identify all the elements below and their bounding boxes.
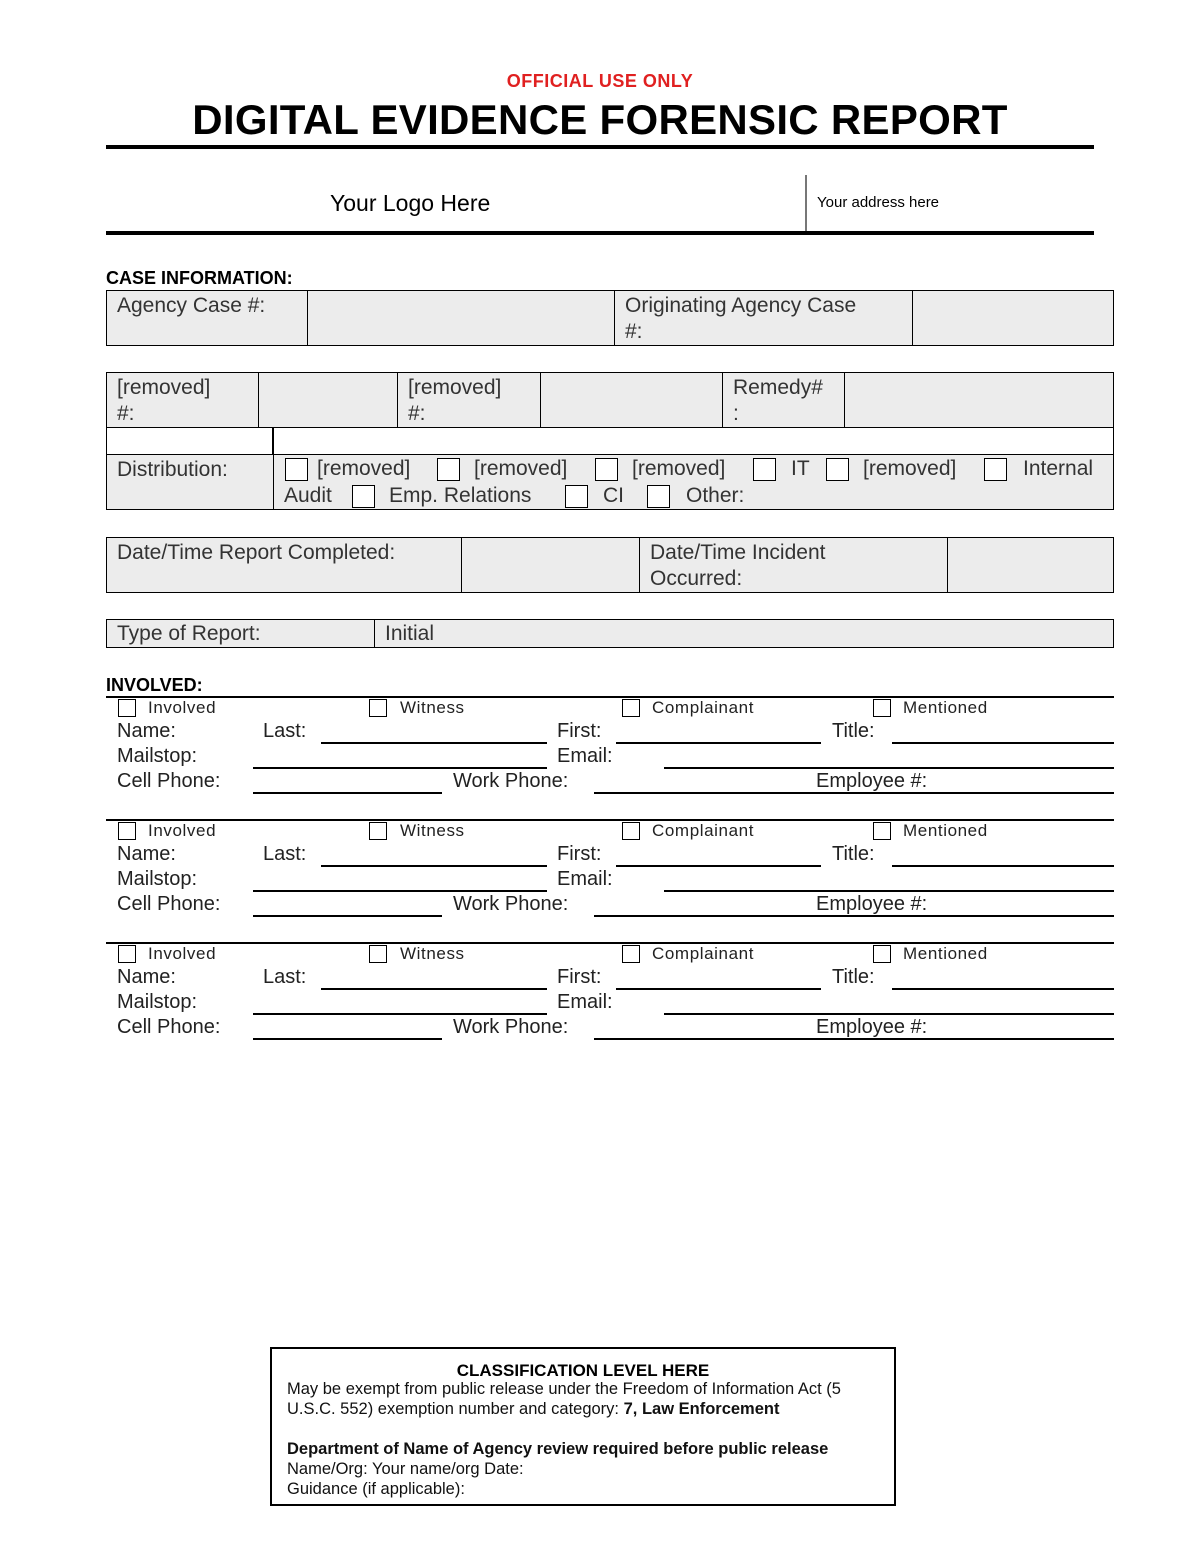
role-checkbox[interactable]	[118, 822, 136, 840]
cell-phone-label: Cell Phone:	[117, 1016, 221, 1038]
role-checkbox[interactable]	[118, 699, 136, 717]
classification-box	[270, 1347, 896, 1506]
originating-case-label-cell	[614, 291, 912, 345]
foia-notice-line1: May be exempt from public release under the Freedom of Information Act (5	[287, 1380, 841, 1398]
distribution-option-5: [removed]	[863, 457, 957, 480]
mailstop-label: Mailstop:	[117, 745, 198, 767]
role-label: Involved	[148, 944, 217, 963]
originating-case-field[interactable]	[912, 291, 1113, 345]
employee-number-label: Employee #:	[816, 1016, 928, 1038]
role-checkbox[interactable]	[369, 699, 387, 717]
date-incident-label: Date/Time Incident	[650, 541, 826, 564]
distribution-checkbox-1[interactable]	[285, 458, 308, 481]
role-label: Mentioned	[903, 698, 988, 717]
removed-label-cell-2	[397, 373, 540, 427]
first-name-field[interactable]	[616, 742, 821, 744]
official-use-banner: OFFICIAL USE ONLY	[506, 71, 694, 91]
date-incident-label-b: Occurred:	[650, 567, 743, 590]
agency-case-label: Agency Case #:	[117, 294, 266, 317]
date-incident-label-cell	[639, 538, 947, 592]
remedy-label-cell	[722, 373, 844, 427]
mailstop-label: Mailstop:	[117, 868, 198, 890]
cell-phone-field[interactable]	[253, 1038, 442, 1040]
remedy-label: Remedy#	[733, 376, 823, 399]
email-label: Email:	[557, 868, 613, 890]
role-checkbox[interactable]	[873, 699, 891, 717]
role-label: Mentioned	[903, 944, 988, 963]
title-field[interactable]	[892, 988, 1114, 990]
cell-phone-field[interactable]	[253, 792, 442, 794]
removed-label-1: [removed]	[117, 376, 211, 399]
logo-placeholder: Your Logo Here	[330, 190, 491, 216]
distribution-checkbox-5[interactable]	[826, 458, 849, 481]
work-phone-label: Work Phone:	[453, 893, 569, 915]
title-field[interactable]	[892, 865, 1114, 867]
mailstop-field[interactable]	[253, 1013, 547, 1015]
first-name-label: First:	[557, 966, 602, 988]
role-label: Complainant	[652, 944, 755, 963]
removed-remedy-row	[106, 372, 1114, 428]
type-of-report-label: Type of Report:	[117, 622, 261, 645]
blank-row-divider	[272, 428, 274, 454]
title-label: Title:	[832, 966, 875, 988]
distribution-checkbox-it[interactable]	[753, 458, 776, 481]
distribution-checkbox-other[interactable]	[647, 485, 670, 508]
blank-row	[106, 428, 1114, 454]
remedy-label-b: :	[733, 402, 739, 425]
first-name-label: First:	[557, 720, 602, 742]
address-placeholder: Your address here	[817, 194, 940, 211]
work-phone-label: Work Phone:	[453, 1016, 569, 1038]
role-label: Complainant	[652, 698, 755, 717]
type-of-report-value: Initial	[385, 622, 435, 645]
distribution-option-it: IT	[791, 457, 810, 480]
distribution-checkbox-3[interactable]	[595, 458, 618, 481]
role-label: Witness	[400, 944, 465, 963]
employee-number-label: Employee #:	[816, 893, 928, 915]
role-checkbox[interactable]	[873, 822, 891, 840]
role-checkbox[interactable]	[622, 945, 640, 963]
review-notice: Department of Name of Agency review required before public release	[287, 1440, 829, 1458]
distribution-option-other: Other:	[686, 484, 745, 507]
distribution-option-emp-relations: Emp. Relations	[389, 484, 532, 507]
originating-case-label: Originating Agency Case	[625, 294, 857, 317]
role-checkbox[interactable]	[622, 699, 640, 717]
role-checkbox[interactable]	[873, 945, 891, 963]
last-name-label: Last:	[263, 966, 307, 988]
removed-field-2[interactable]	[540, 373, 722, 427]
datetime-row	[106, 537, 1114, 593]
role-label: Mentioned	[903, 821, 988, 840]
name-label: Name:	[117, 843, 176, 865]
header-divider	[805, 175, 807, 232]
role-checkbox[interactable]	[622, 822, 640, 840]
role-label: Witness	[400, 821, 465, 840]
distribution-label: Distribution:	[117, 458, 228, 481]
type-of-report-row	[106, 619, 1114, 648]
distribution-checkbox-2[interactable]	[437, 458, 460, 481]
first-name-label: First:	[557, 843, 602, 865]
cell-phone-field[interactable]	[253, 915, 442, 917]
first-name-field[interactable]	[616, 988, 821, 990]
title-label: Title:	[832, 843, 875, 865]
date-completed-field[interactable]	[461, 538, 639, 592]
agency-case-field[interactable]	[307, 291, 614, 345]
title-field[interactable]	[892, 742, 1114, 744]
distribution-checkbox-internal-audit[interactable]	[984, 458, 1007, 481]
exemption-category: 7, Law Enforcement	[623, 1400, 780, 1418]
removed-label-2: [removed]	[408, 376, 502, 399]
involved-heading: INVOLVED:	[106, 675, 203, 695]
foia-notice-prefix: U.S.C. 552) exemption number and category:	[287, 1400, 624, 1418]
role-label: Involved	[148, 821, 217, 840]
removed-field-1[interactable]	[258, 373, 397, 427]
removed-label-2b: #:	[408, 402, 426, 425]
title-label: Title:	[832, 720, 875, 742]
role-checkbox[interactable]	[369, 945, 387, 963]
work-phone-label: Work Phone:	[453, 770, 569, 792]
name-label: Name:	[117, 720, 176, 742]
mailstop-field[interactable]	[253, 767, 547, 769]
role-label: Involved	[148, 698, 217, 717]
distribution-option-1: [removed]	[317, 457, 411, 480]
distribution-checkbox-emp-relations[interactable]	[352, 485, 375, 508]
date-completed-label: Date/Time Report Completed:	[117, 541, 396, 564]
agency-case-row	[106, 290, 1114, 346]
email-label: Email:	[557, 991, 613, 1013]
title-rule	[106, 145, 1094, 149]
last-name-label: Last:	[263, 843, 307, 865]
email-field[interactable]	[664, 767, 1114, 769]
date-incident-field[interactable]	[947, 538, 1113, 592]
email-label: Email:	[557, 745, 613, 767]
mailstop-field[interactable]	[253, 890, 547, 892]
report-title: DIGITAL EVIDENCE FORENSIC REPORT	[192, 96, 1008, 143]
last-name-field[interactable]	[321, 865, 547, 867]
distribution-option-internal: Internal	[1023, 457, 1094, 480]
role-label: Witness	[400, 698, 465, 717]
role-checkbox[interactable]	[118, 945, 136, 963]
type-of-report-field[interactable]	[374, 620, 1113, 647]
distribution-option-2: [removed]	[474, 457, 568, 480]
distribution-option-3: [removed]	[632, 457, 726, 480]
foia-notice-line2	[287, 1400, 779, 1419]
originating-case-label-2: #:	[625, 320, 643, 343]
last-name-field[interactable]	[321, 742, 547, 744]
email-field[interactable]	[664, 890, 1114, 892]
role-checkbox[interactable]	[369, 822, 387, 840]
role-label: Complainant	[652, 821, 755, 840]
name-label: Name:	[117, 966, 176, 988]
cell-phone-label: Cell Phone:	[117, 893, 221, 915]
last-name-label: Last:	[263, 720, 307, 742]
distribution-option-audit: Audit	[284, 484, 332, 507]
cell-phone-label: Cell Phone:	[117, 770, 221, 792]
remedy-field[interactable]	[844, 373, 1113, 427]
distribution-option-ci: CI	[603, 484, 624, 507]
case-information-heading: CASE INFORMATION:	[106, 268, 293, 288]
removed-label-1b: #:	[117, 402, 135, 425]
first-name-field[interactable]	[616, 865, 821, 867]
classification-heading: CLASSIFICATION LEVEL HERE	[456, 1361, 710, 1380]
last-name-field[interactable]	[321, 988, 547, 990]
mailstop-label: Mailstop:	[117, 991, 198, 1013]
name-org-line: Name/Org: Your name/org Date:	[287, 1460, 524, 1478]
email-field[interactable]	[664, 1013, 1114, 1015]
distribution-checkbox-ci[interactable]	[565, 485, 588, 508]
logo-rule	[106, 231, 1094, 235]
guidance-line: Guidance (if applicable):	[287, 1480, 465, 1498]
employee-number-label: Employee #:	[816, 770, 928, 792]
